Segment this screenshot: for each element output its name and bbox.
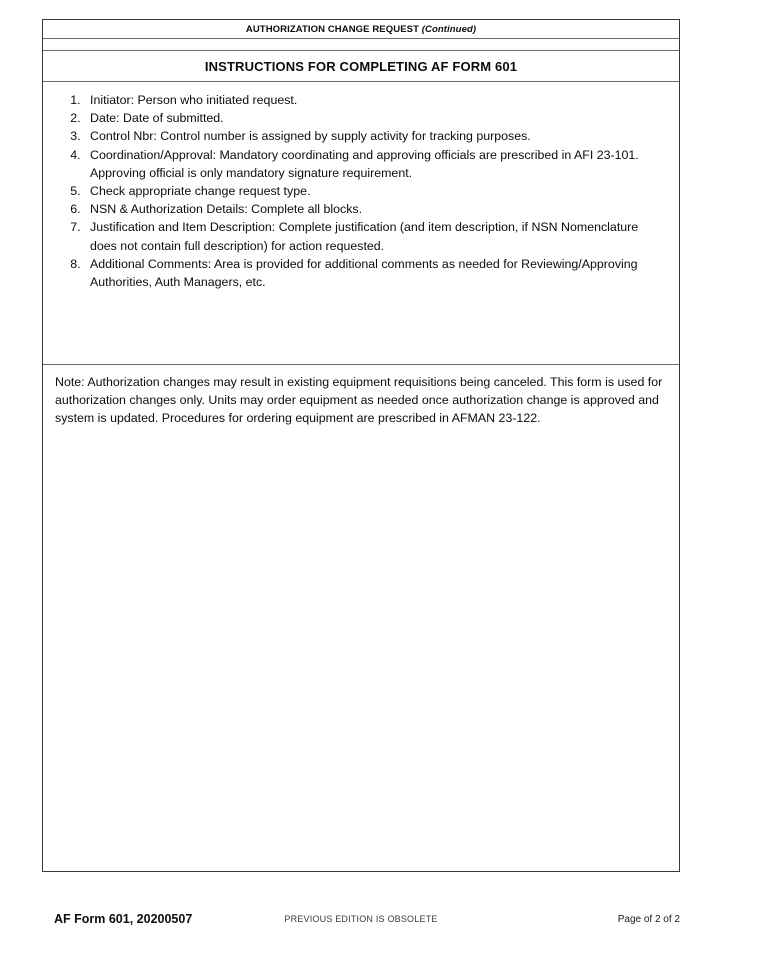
- footer-form-id: AF Form 601, 20200507: [54, 912, 193, 926]
- instruction-text: 2. Date: Date of submitted.: [90, 111, 224, 126]
- instructions-heading-row: [43, 51, 679, 82]
- spacer-row: [43, 39, 679, 51]
- form-title-row: [43, 20, 679, 39]
- list-item: [84, 109, 665, 127]
- instruction-text: 4. Coordination/Approval: Mandatory coordinating and approving officials are prescribed in AFI 23-101. Approving official is only mandatory signature requirement.: [90, 147, 639, 180]
- instructions-list: [57, 91, 665, 291]
- instruction-text: 6. NSN & Authorization Details: Complete all blocks.: [90, 202, 363, 217]
- list-item: [84, 91, 665, 109]
- page-title: [246, 24, 476, 35]
- instruction-text: 3. Control Nbr: Control number is assigned by supply activity for tracking purposes.: [90, 129, 531, 144]
- form-title-continued: (Continued): [421, 23, 477, 35]
- list-item: [84, 218, 665, 254]
- list-item: [84, 146, 665, 182]
- instructions-list-block: [43, 82, 679, 365]
- footer-edition-notice: PREVIOUS EDITION IS OBSOLETE: [284, 914, 438, 924]
- instructions-heading: INSTRUCTIONS FOR COMPLETING AF FORM 601: [204, 58, 518, 74]
- list-item: [84, 200, 665, 218]
- instruction-text: 7. Justification and Item Description: Complete justification (and item description, if NSN Nomenclature does not contain full description) for action requested.: [90, 220, 639, 253]
- instruction-text: 8. Additional Comments: Area is provided for additional comments as needed for Reviewing/Approving Authorities, Auth Managers, etc.: [90, 256, 638, 290]
- list-item: [84, 127, 665, 145]
- list-item: [84, 255, 665, 291]
- form-title-text: AUTHORIZATION CHANGE REQUEST: [245, 23, 419, 35]
- instruction-text: 5. Check appropriate change request type.: [90, 184, 311, 199]
- list-item: [84, 182, 665, 200]
- note-text: Note: Authorization changes may result in existing equipment requisitions being canceled. This form is used for authorization changes only. Units may order equipment as needed once authorization change is approved and system is updated. Procedures for ordering equipment are prescribed in AFMAN 23-122.: [55, 375, 663, 426]
- page-footer: [42, 908, 680, 930]
- footer-page-number: Page of 2 of 2: [617, 913, 680, 925]
- instruction-text: 1. Initiator: Person who initiated request.: [90, 93, 298, 107]
- form-body: [42, 19, 680, 872]
- note-block: [43, 365, 679, 871]
